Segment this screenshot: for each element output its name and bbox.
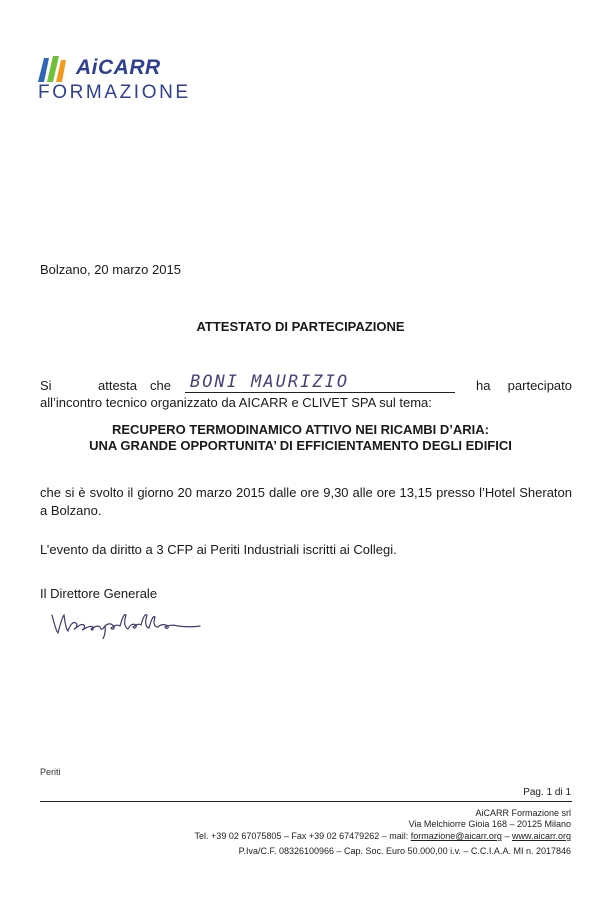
director-label: Il Direttore Generale bbox=[40, 586, 158, 601]
attest-word: attesta bbox=[98, 378, 138, 393]
credits-statement: L’evento da diritto a 3 CFP ai Periti Industriali iscritti ai Collegi. bbox=[40, 542, 397, 557]
name-underline bbox=[185, 392, 455, 393]
participant-name: BONI MAURIZIO bbox=[190, 372, 350, 392]
logo-brand-text: AiCARR bbox=[76, 56, 161, 79]
footer-website-link[interactable]: www.aicarr.org bbox=[511, 831, 571, 841]
aicarr-logo bbox=[36, 52, 226, 108]
topic-line-2: UNA GRANDE OPPORTUNITA’ DI EFFICIENTAMENTO DEGLI EDIFICI bbox=[89, 438, 512, 453]
attest-word: che bbox=[150, 378, 171, 393]
document-title: ATTESTATO DI PARTECIPAZIONE bbox=[196, 319, 405, 334]
footer-email-link[interactable]: formazione@aicarr.org bbox=[410, 831, 502, 841]
aicarr-logo-mark bbox=[36, 54, 74, 84]
intro-text: all’incontro tecnico organizzato da AICARR e CLIVET SPA sul tema: bbox=[40, 395, 432, 410]
footer-separator: – bbox=[504, 831, 510, 841]
footer-phone-fax: Tel. +39 02 67075805 – Fax +39 02 67479262 – mail: bbox=[194, 831, 409, 841]
logo-subtitle: FORMAZIONE bbox=[38, 82, 191, 103]
place-date: Bolzano, 20 marzo 2015 bbox=[40, 262, 181, 277]
footer-company: AiCARR Formazione srl bbox=[475, 808, 571, 818]
footer-contacts bbox=[195, 831, 571, 841]
footer-legal: P.Iva/C.F. 08326100966 – Cap. Soc. Euro 50.000,00 i.v. – C.C.I.A.A. MI n. 2017846 bbox=[238, 846, 571, 856]
attest-word: partecipato bbox=[507, 378, 572, 393]
footer-address: Via Melchiorre Gioia 168 – 20125 Milano bbox=[408, 819, 571, 829]
event-details: che si è svolto il giorno 20 marzo 2015 dalle ore 9,30 alle ore 13,15 presso l’Hotel Sheraton a Bolzano. bbox=[40, 485, 572, 518]
document-initials: Periti bbox=[40, 767, 61, 777]
page-number: Pag. 1 di 1 bbox=[523, 787, 571, 798]
footer-divider bbox=[40, 801, 572, 802]
attestation-line bbox=[40, 372, 572, 396]
topic-line-1: RECUPERO TERMODINAMICO ATTIVO NEI RICAMBI D’ARIA: bbox=[112, 422, 489, 437]
director-signature bbox=[48, 605, 208, 639]
attest-word: Si bbox=[40, 378, 52, 393]
attest-word: ha bbox=[476, 378, 491, 393]
